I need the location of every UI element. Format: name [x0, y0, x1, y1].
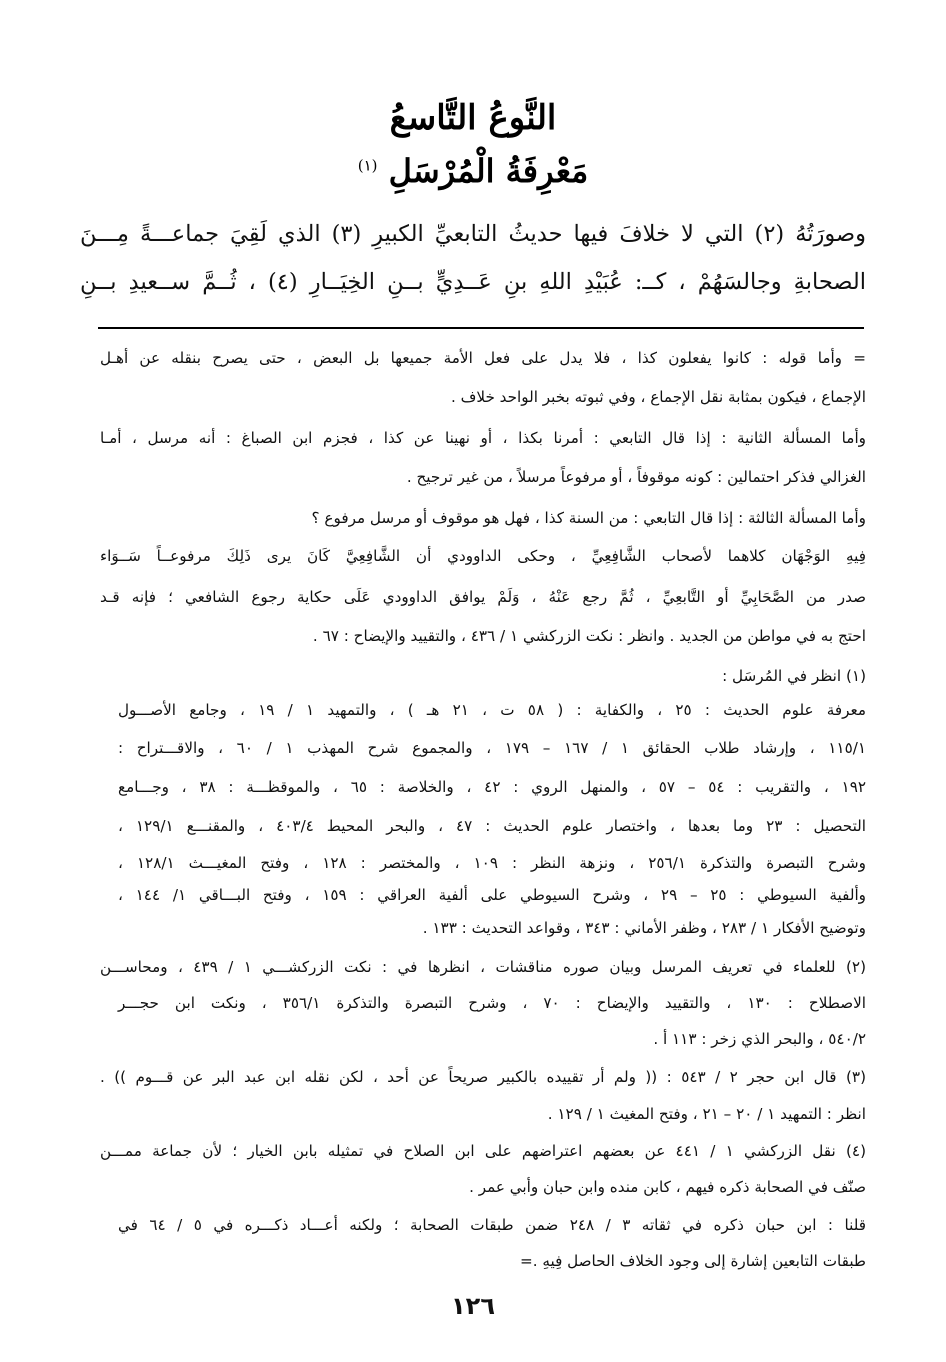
footnote-line: الإجماع ، فيكون بمثابة نقل الإجماع ، وفي ثبوته بخبر الواحد خلاف .	[450, 388, 866, 406]
footnote-line: وتوضيح الأفكار ١ / ٢٨٣ ، وظفر الأماني : ٣٤٣ ، وقواعد التحديث : ١٣٣ .	[422, 919, 866, 937]
footnote-line: وأما المسألة الثانية : إذا قال التابعي : أمرنا بكذا ، أو نهينا عن كذا ، فجزم ابن الصباغ : أنه مرسل ، أمـا	[100, 429, 866, 447]
footnote-line: (٣) قال ابن حجر ٢ / ٥٤٣ : (( ولم أر تقييده بالكبير صريحاً عن أحد ، لكن نقله ابن عبد البر عن قـــوم )) .	[100, 1068, 866, 1086]
subtitle-text: مَعْرِفَةُ الْمُرْسَلِ	[388, 152, 589, 190]
chapter-subtitle	[0, 152, 946, 190]
footnote-line: ١٩٢ ، والتقريب : ٥٤ – ٥٧ ، والمنهل الروي : ٤٢ ، والخلاصة : ٦٥ ، والموقظـــة : ٣٨ ، وجـــامع	[118, 778, 867, 796]
footnote-line: قلنا : ابن حبان ذكره في ثقاته ٣ / ٢٤٨ ضمن طبقات الصحابة ؛ ولكنه أعـــاد ذكـــره في ٥ / ٦٤ في	[118, 1216, 866, 1234]
footnote-line: طبقات التابعين إشارة إلى وجود الخلاف الحاصل فِيهِ .=	[519, 1252, 866, 1270]
footnote-line: صنّف في الصحابة ذكره فيهم ، كابن منده وابن حبان وأبي عمر .	[469, 1178, 866, 1196]
footnote-line: = وأما قوله : كانوا يفعلون كذا ، فلا يدل على فعل الأمة جميعها بل البعض ، حتى يصرح بنقله عن أهـل	[100, 349, 866, 367]
footnote-line: انظر : التمهيد ١ / ٢٠ – ٢١ ، وفتح المغيث ١ / ١٢٩ .	[547, 1105, 866, 1123]
footnote-ref: (١)	[357, 156, 378, 175]
main-text-line: الصحابةِ وجالسَهُمْ ، كــ: عُبَيْدِ اللهِ بنِ عَــدِيٍّ بــنِ الخِيَــارِ (٤) ، ثُــمَّ ســعيدِ بــنِ	[80, 269, 866, 295]
footnote-line: (٢) للعلماء في تعريف المرسل وبيان صوره مناقشات ، انظرها في : نكت الزركشـــي ١ / ٤٣٩ ، ومحاســـن	[100, 958, 866, 976]
main-text-line: وصورَتُهُ (٢) التي لا خلافَ فيها حديثُ التابعيِّ الكبيرِ (٣) الذي لَقِيَ جماعـــةً مِـــنَ	[80, 221, 866, 247]
footnote-line: التحصيل : ٢٣ وما بعدها ، واختصار علوم الحديث : ٤٧ ، والبحر المحيط ٤٠٣/٤ ، والمقنـــع ١٢٩/١ ،	[118, 817, 866, 835]
footnote-line: وأما المسألة الثالثة : إذا قال التابعي : من السنة كذا ، فهل هو موقوف أو مرسل مرفوع ؟	[311, 509, 866, 527]
footnote-line: ٥٤٠/٢ ، والبحر الذي زخر : ١١٣ أ .	[653, 1030, 866, 1048]
footnote-line: الغزالي فذكر احتمالين : كونه موقوفاً ، أو مرفوعاً مرسلاً ، من غير ترجيح .	[406, 468, 866, 486]
footnote-line: وشرح التبصرة والتذكرة ٢٥٦/١ ، ونزهة النظر : ١٠٩ ، والمختصر : ١٢٨ ، وفتح المغيـــث ١٢٨/١ ،	[118, 854, 866, 872]
footnote-line: احتج به في مواطن من الجديد . وانظر : نكت الزركشي ١ / ٤٣٦ ، والتقييد والإيضاح : ٦٧ .	[312, 627, 866, 645]
footnote-line: (٤) نقل الزركشي ١ / ٤٤١ عن بعضهم اعتراضهم على ابن الصلاح في تمثيله بابن الخيار ؛ لأن جماعة ممـــن	[100, 1142, 866, 1160]
footnote-line: ١١٥/١ ، وإرشاد طلاب الحقائق ١ / ١٦٧ – ١٧٩ ، والمجموع شرح المهذب ١ / ٦٠ ، والاقـــتراح :	[118, 739, 866, 757]
footnote-line: معرفة علوم الحديث : ٢٥ ، والكفاية : ( ٥٨ ت ، ٢١ هـ ) ، والتمهيد ١ / ١٩ ، وجامع الأصـــول	[118, 701, 866, 719]
page-number: ١٢٦	[451, 1292, 495, 1320]
footnote-line: (١) انظر في المُرسَل :	[722, 667, 866, 685]
footnote-separator	[98, 327, 864, 329]
footnote-line: الاصطلاح : ١٣٠ ، والتقييد والإيضاح : ٧٠ ، وشرح التبصرة والتذكرة ٣٥٦/١ ، ونكت ابن حجـــر	[118, 994, 867, 1012]
footnote-line: فِيهِ الوَجْهَان كلاهما لأصحاب الشَّافِعِيِّ ، وحكى الداوودي أن الشَّافِعِيَّ كَانَ يرى ذَلِكَ مرفوعــاً سَــوَاء	[100, 547, 866, 565]
chapter-title: النَّوعُ التَّاسعُ	[389, 98, 557, 138]
footnote-line: وألفية السيوطي : ٢٥ – ٢٩ ، وشرح السيوطي على ألفية العراقي : ١٥٩ ، وفتح البـــاقي ١/ ١٤٤ ،	[118, 886, 867, 904]
footnote-line: صدر من الصَّحَابِيِّ أو التَّابعِيِّ ، ثُمَّ رجع عَنْهُ ، وَلَمْ يوافق الداوودي عَلَى حكاية رجوع الشافعي ؛ فإنه قـد	[100, 588, 866, 606]
